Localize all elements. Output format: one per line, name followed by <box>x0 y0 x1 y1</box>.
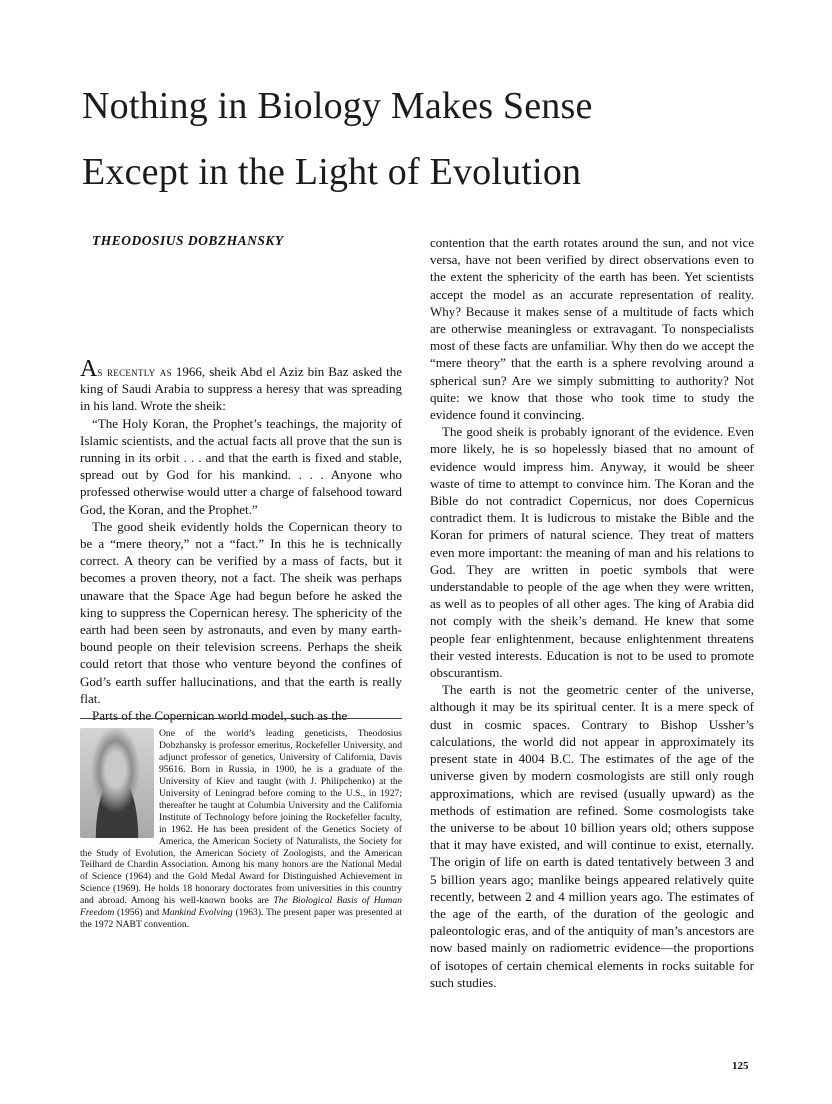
bio-text-part: (1956) and <box>114 907 162 919</box>
bio-text-part: (1963). The present paper was presented at the 1972 NABT convention. <box>80 907 402 931</box>
bio-divider <box>80 718 402 719</box>
book-title: The Biological Basis of Human Freedom <box>80 895 402 919</box>
opening-paragraph <box>80 356 402 415</box>
page-number: 125 <box>732 1060 749 1072</box>
body-paragraph: Parts of the Copernican world model, such as the <box>92 708 348 724</box>
author-bio <box>80 728 402 931</box>
right-column <box>430 234 754 991</box>
bio-text-part: One of the world’s leading geneticists, Theodosius Dobzhansky is professor emeritus, Rockefeller University, and adjunct professor of genetics, University of California, Davis 95616. Born in Russia, in 1900, he is a graduate of the University of Kiev and taught (with J. Philipchenko) at the University of Leningrad before coming to the U.S., in 1927; thereafter he taught at Columbia University and the California Institute of Technology before joining the Rockefeller faculty, in 1962. He has been president of the Genetics Society of America, the American Society of Naturalists, the Society for the Study of Evolution, the American Society of Zoologists, and the American Teilhard de Chardin Association. Among his many honors are the National Medal of Science (1964) and the Gold Medal Award for Distinguished Achievement in Science (1969). He holds 18 honorary doctorates from universities in this country and abroad. Among his well-known books are <box>80 728 402 907</box>
sheik-quote-paragraph: “The Holy Koran, the Prophet’s teachings, the majority of Islamic scientists, and the actual facts all prove that the sun is running in its orbit . . . and that the earth is fixed and stable, spread out by God for his mankind. . . . Anyone who professed otherwise would utter a charge of falsehood toward God, the Koran, and the Prophet.” <box>80 415 402 517</box>
body-paragraph: The good sheik evidently holds the Copernican theory to be a “mere theory,” not a “fact.” In this he is technically correct. A theory can be verified by a mass of facts, but it becomes a proven theory, not a fact. The sheik was perhaps unaware that the Space Age had begun before he asked the king to suppress the Copernican heresy. The sphericity of the earth had been seen by astronauts, and even by many earth-bound people on their television screens. Perhaps the sheik could retort that those who venture beyond the confines of God’s earth suffer hallucinations, and that the earth is really flat. <box>80 518 402 706</box>
left-column <box>80 356 402 724</box>
body-paragraph: The good sheik is probably ignorant of the evidence. Even more likely, he is so hopelessly biased that no amount of evidence would impress him. Anyway, it would be sheer waste of time to attempt to convince him. The Koran and the Bible do not contradict Copernicus, nor does Copernicus contradict them. It is ludicrous to mistake the Bible and the Koran for primers of natural science. They treat of matters even more important: the meaning of man and his relations to God. They are written in poetic symbols that were understandable to people of the age when they were written, as well as to peoples of all other ages. The king of Arabia did not comply with the sheik’s demand. He knew that some people fear enlightenment, because enlightenment threatens their vested interests. Education is not to be used to promote obscurantism. <box>430 424 754 681</box>
drop-cap: A <box>80 356 98 382</box>
book-title: Mankind Evolving <box>161 907 233 919</box>
body-paragraph: The earth is not the geometric center of the universe, although it may be its spiritual center. It is a mere speck of dust in cosmic spaces. Contrary to Bishop Ussher’s calculations, the world did not appear in approximately its present state in 4004 B.C. The estimates of the age of the universe given by modern cosmologists are still only rough approximations, which are revised (usually upward) as the methods of estimation are refined. Some cosmologists take the universe to be about 10 billion years old; others suppose that it may have existed, and will continue to exist, eternally. The origin of life on earth is dated tentatively between 3 and 5 billion years ago; manlike beings appeared relatively quite recently, between 2 and 4 million years ago. The estimates of the age of the earth, of the duration of the geologic and paleontologic eras, and of the antiquity of man’s ancestors are now based mainly on radiometric evidence—the proportions of isotopes of certain chemical elements in rocks suitable for such studies. <box>430 682 754 990</box>
author-byline: THEODOSIUS DOBZHANSKY <box>92 233 284 248</box>
author-portrait <box>80 728 154 838</box>
opening-text: 1966, sheik Abd el Aziz bin Baz asked the king of Saudi Arabia to suppress a heresy that was spreading in his land. Wrote the sheik: <box>80 364 402 414</box>
opening-small-caps: s recently as <box>97 364 172 379</box>
article-title-line-2: Except in the Light of Evolution <box>82 151 582 193</box>
continued-paragraph: contention that the earth rotates around the sun, and not vice versa, have not been verified by direct observations even to the extent the sphericity of the earth has been. Yet scientists accept the model as an accurate representation of reality. Why? Because it makes sense of a multitude of facts which are otherwise meaningless or extravagant. To nonspecialists most of these facts are unfamiliar. Why then do we accept the “mere theory” that the earth is a sphere revolving around a spherical sun? Are we simply submitting to authority? Not quite: we know that those who took time to study the evidence found it convincing. <box>430 235 754 423</box>
article-title-line-1: Nothing in Biology Makes Sense <box>82 85 593 127</box>
